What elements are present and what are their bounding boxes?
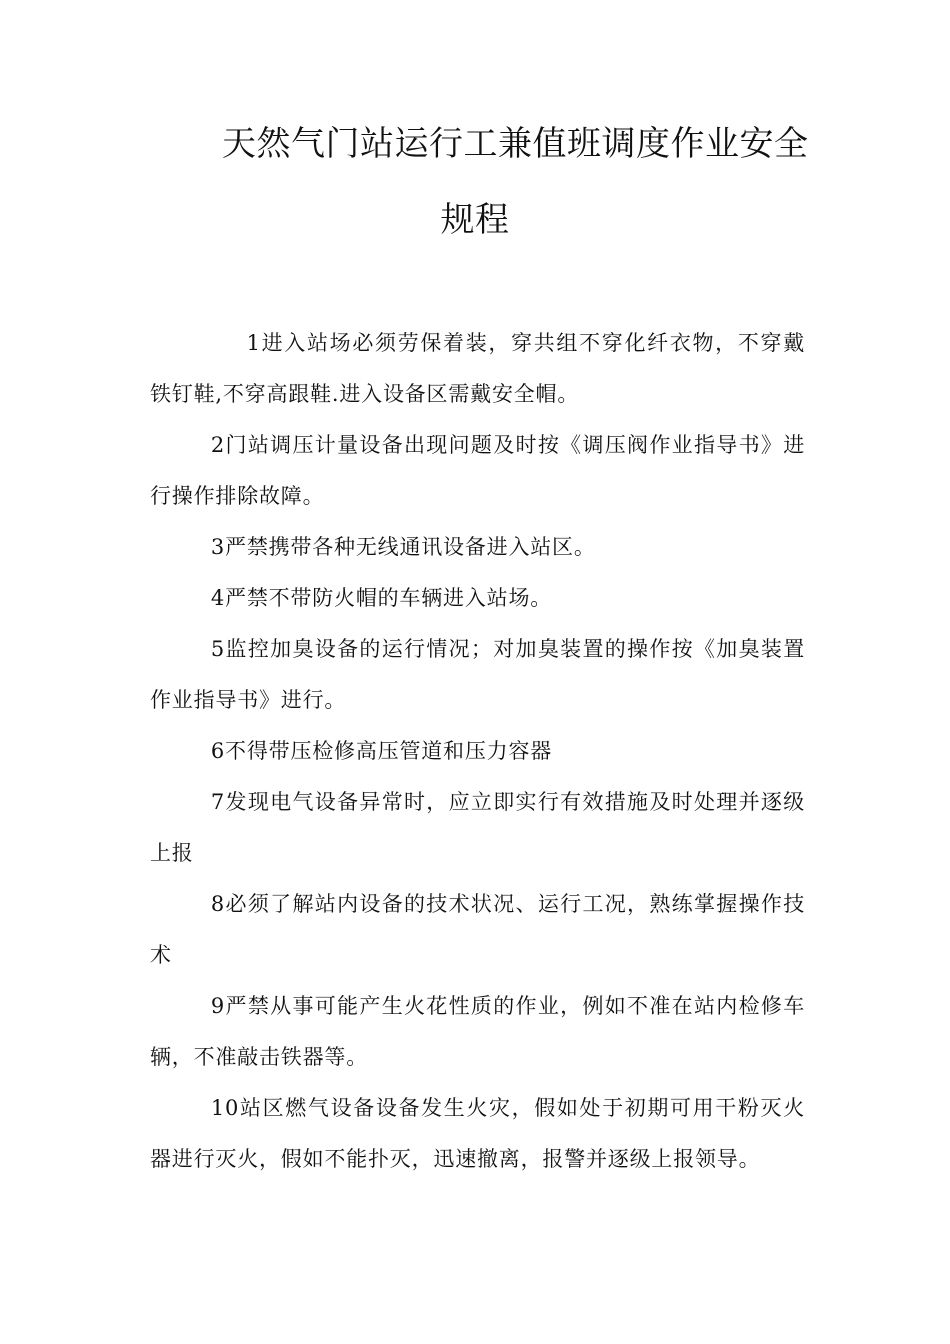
- rule-paragraph-8: 8必须了解站内设备的技术状况、运行工况，熟练掌握操作技术: [150, 892, 805, 967]
- document-title-line-2: 规程: [440, 200, 510, 240]
- rule-paragraph-3: 3严禁携带各种无线通讯设备进入站区。: [210, 535, 596, 559]
- rule-paragraph-10: 10站区燃气设备设备发生火灾，假如处于初期可用干粉灭火器进行灭火，假如不能扑灭，迅速撤离，报警并逐级上报领导。: [150, 1096, 805, 1171]
- document-title-line-1: 天然气门站运行工兼值班调度作业安全: [222, 124, 809, 164]
- rule-paragraph-7: 7发现电气设备异常时，应立即实行有效措施及时处理并逐级上报: [150, 790, 805, 865]
- rule-paragraph-2: 2门站调压计量设备出现问题及时按《调压阀作业指导书》进行操作排除故障。: [150, 433, 805, 508]
- rule-paragraph-9: 9严禁从事可能产生火花性质的作业，例如不准在站内检修车辆，不准敲击铁器等。: [150, 994, 805, 1069]
- rule-paragraph-5: 5监控加臭设备的运行情况；对加臭装置的操作按《加臭装置作业指导书》进行。: [150, 637, 805, 712]
- rule-paragraph-1: 1进入站场必须劳保着装，穿共组不穿化纤衣物，不穿戴铁钉鞋,不穿高跟鞋.进入设备区需戴安全帽。: [150, 331, 805, 406]
- rule-paragraph-6: 6不得带压检修高压管道和压力容器: [210, 739, 553, 763]
- document-body: [150, 318, 805, 1185]
- rule-paragraph-4: 4严禁不带防火帽的车辆进入站场。: [210, 586, 553, 610]
